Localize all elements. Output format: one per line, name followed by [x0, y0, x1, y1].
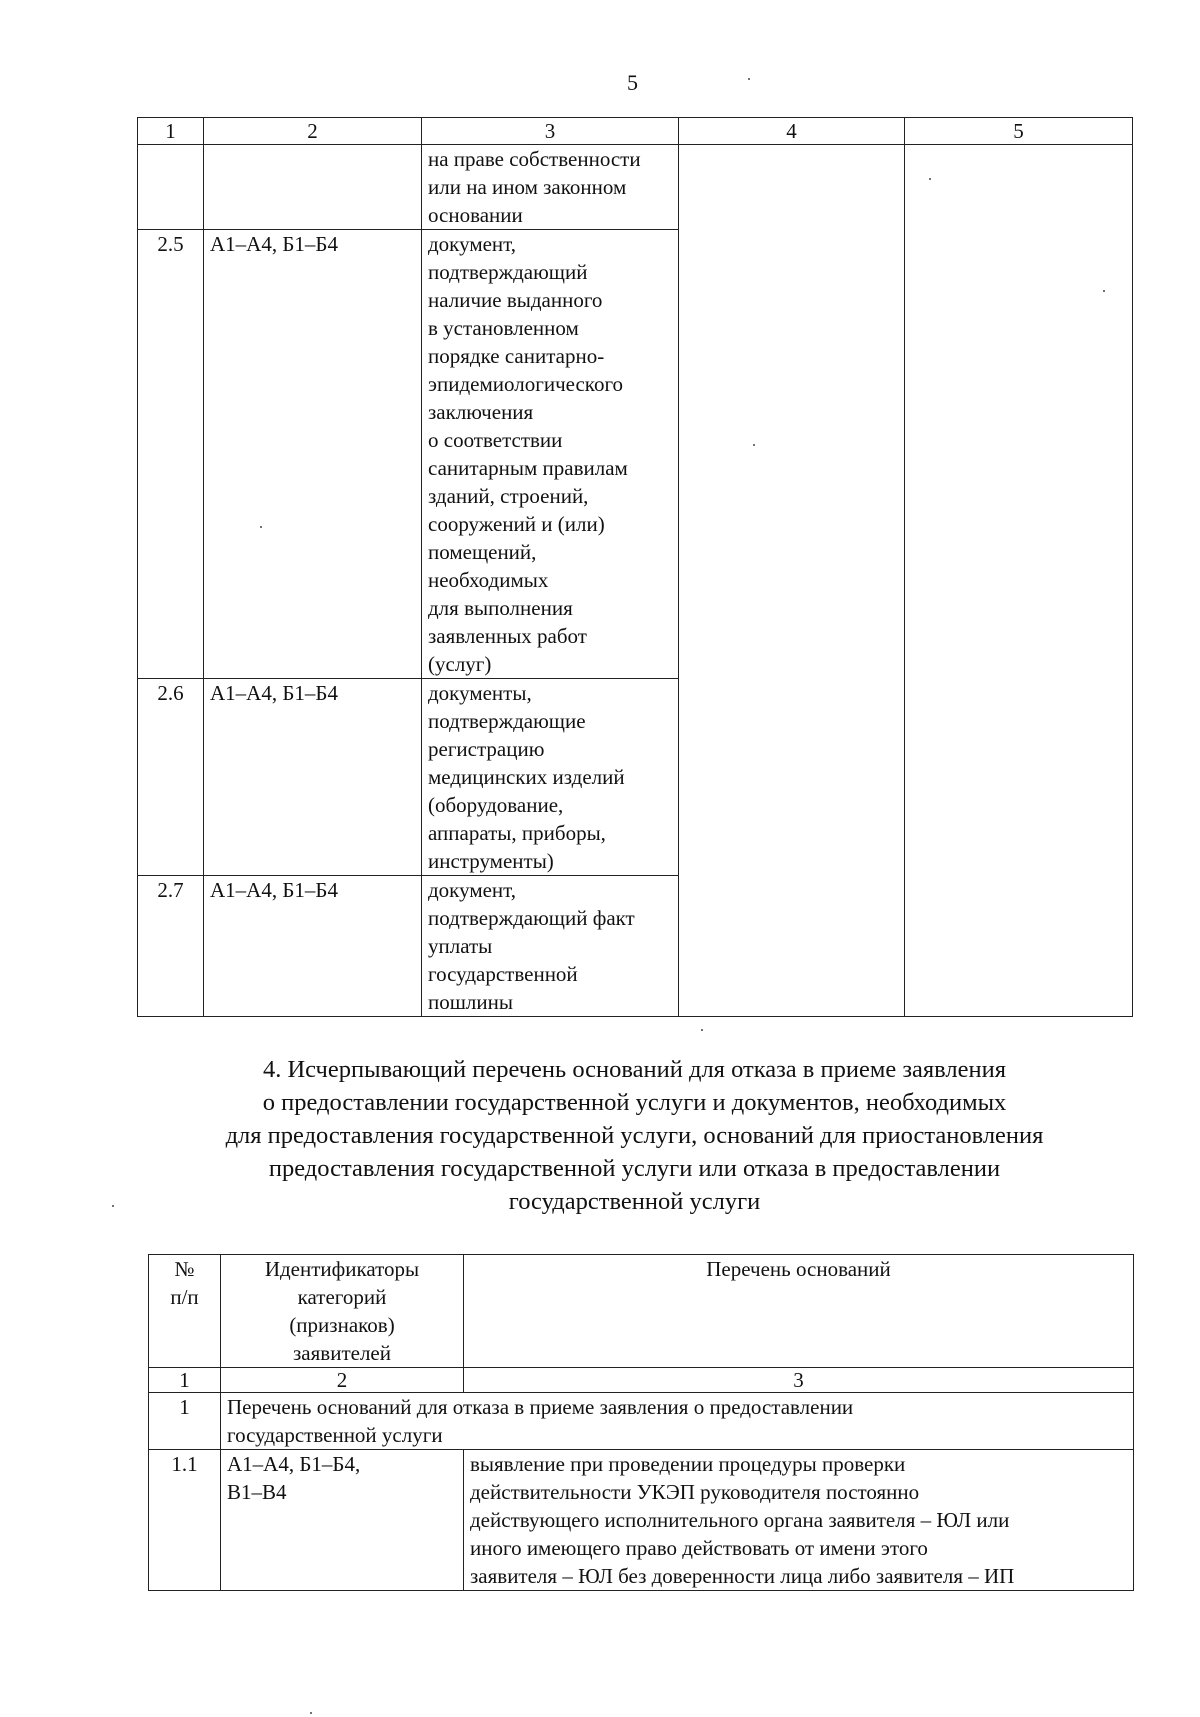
text-line: или на ином законном [428, 175, 627, 199]
heading-line: о предоставлении государственной услуги и документов, необходимых [262, 1089, 1007, 1116]
text-line: для выполнения [428, 596, 573, 620]
table-row [138, 145, 1133, 230]
text-line: о соответствии [428, 428, 563, 452]
text-line: эпидемиологического [428, 372, 624, 396]
row-number: 2.7 [138, 876, 204, 1017]
header-number [149, 1255, 221, 1368]
text-line: документы, [428, 681, 532, 705]
text-line: зданий, строений, [428, 484, 589, 508]
applicant-ids: А1–А4, Б1–Б4 [204, 230, 422, 679]
applicant-ids: А1–А4, Б1–Б4 [204, 876, 422, 1017]
text-line: документ, [428, 232, 517, 256]
scan-speck [929, 178, 931, 180]
heading-line: для предоставления государственной услуги, оснований для приостановления [225, 1122, 1044, 1149]
scan-speck [701, 1029, 703, 1031]
text-line: порядке санитарно- [428, 344, 605, 368]
row-number: 1 [149, 1393, 221, 1450]
applicant-ids [204, 145, 422, 230]
scan-speck [260, 526, 262, 528]
page-number: 5 [627, 70, 638, 95]
text-line: санитарным правилам [428, 456, 628, 480]
text-line: заявленных работ [428, 624, 587, 648]
applicant-ids: А1–А4, Б1–Б4 [204, 679, 422, 876]
text-line: подтверждающие [428, 709, 586, 733]
text-line: В1–В4 [227, 1480, 287, 1504]
section-title [221, 1393, 1134, 1450]
text-line: подтверждающий факт [428, 906, 635, 930]
text-line: аппараты, приборы, [428, 821, 606, 845]
text-line: А1–А4, Б1–Б4, [227, 1452, 361, 1476]
text-line: государственной [428, 962, 578, 986]
header-line: Идентификаторы [264, 1257, 420, 1281]
table-row [149, 1450, 1134, 1591]
header-cell: 1 [138, 118, 204, 145]
column-4-cell [679, 145, 905, 1017]
header-cell: 4 [679, 118, 905, 145]
text-line: в установленном [428, 316, 579, 340]
row-number: 1.1 [149, 1450, 221, 1591]
text-line: действующего исполнительного органа заявителя – ЮЛ или [470, 1508, 1010, 1532]
scan-speck [310, 1712, 312, 1714]
row-number: 2.6 [138, 679, 204, 876]
text-line: необходимых [428, 568, 549, 592]
text-line: документ, [428, 878, 517, 902]
text-line: государственной услуги [227, 1423, 443, 1447]
text-line: иного имеющего право действовать от имени этого [470, 1536, 928, 1560]
text-line: пошлины [428, 990, 513, 1014]
header-line: заявителей [293, 1341, 391, 1365]
text-line: медицинских изделий [428, 765, 625, 789]
header-line: п/п [170, 1285, 199, 1309]
header-line: (признаков) [289, 1313, 395, 1337]
header-cell: 5 [905, 118, 1133, 145]
text-line: Перечень оснований для отказа в приеме заявления о предоставлении [227, 1395, 854, 1419]
text-line: наличие выданного [428, 288, 603, 312]
document-description [422, 145, 679, 230]
document-description [422, 876, 679, 1017]
documents-table [137, 117, 1133, 1017]
heading-line: предоставления государственной услуги или отказа в предоставлении [268, 1155, 1001, 1182]
column-number: 2 [221, 1368, 464, 1393]
column-number: 1 [149, 1368, 221, 1393]
column-number-row [149, 1368, 1134, 1393]
text-line: сооружений и (или) [428, 512, 605, 536]
text-line: выявление при проведении процедуры проверки [470, 1452, 906, 1476]
text-line: (оборудование, [428, 793, 564, 817]
text-line: регистрацию [428, 737, 545, 761]
text-line: заявителя – ЮЛ без доверенности лица либо заявителя – ИП [470, 1564, 1015, 1588]
refusal-grounds-table [148, 1254, 1134, 1591]
applicant-ids [221, 1450, 464, 1591]
document-description [422, 679, 679, 876]
text-line: действительности УКЭП руководителя постоянно [470, 1480, 920, 1504]
section-4-heading [137, 1053, 1132, 1218]
scan-speck [112, 1205, 114, 1207]
table-header-row [138, 118, 1133, 145]
text-line: инструменты) [428, 849, 554, 873]
header-applicant-ids [221, 1255, 464, 1368]
text-line: подтверждающий [428, 260, 588, 284]
column-5-cell [905, 145, 1133, 1017]
text-line: (услуг) [428, 652, 492, 676]
refusal-reason [464, 1450, 1134, 1591]
scan-speck [748, 78, 750, 80]
section-row [149, 1393, 1134, 1450]
document-description [422, 230, 679, 679]
scan-speck [753, 444, 755, 446]
text-line: заключения [428, 400, 534, 424]
heading-line: государственной услуги [508, 1188, 761, 1215]
text-line: уплаты [428, 934, 493, 958]
column-number: 3 [464, 1368, 1134, 1393]
table-header-row [149, 1255, 1134, 1368]
header-cell: 2 [204, 118, 422, 145]
text-line: помещений, [428, 540, 537, 564]
header-cell: 3 [422, 118, 679, 145]
header-reasons: Перечень оснований [464, 1255, 1134, 1368]
heading-line: 4. Исчерпывающий перечень оснований для отказа в приеме заявления [262, 1056, 1006, 1083]
row-number: 2.5 [138, 230, 204, 679]
scan-speck [1103, 290, 1105, 292]
text-line: основании [428, 203, 523, 227]
header-line: № [174, 1257, 195, 1281]
row-number [138, 145, 204, 230]
text-line: на праве собственности [428, 147, 641, 171]
header-line: категорий [297, 1285, 387, 1309]
